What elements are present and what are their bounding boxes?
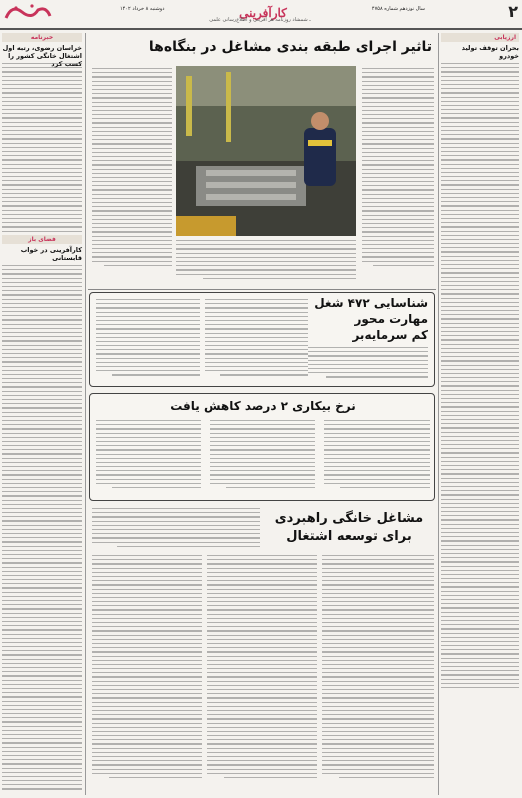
factory-worker-photo-icon bbox=[176, 66, 356, 236]
news-body-text bbox=[2, 63, 82, 253]
logo bbox=[2, 2, 54, 24]
home-jobs-body-col-middle bbox=[207, 555, 317, 795]
home-jobs-body-top-left bbox=[92, 508, 260, 552]
unemployment-body-col2 bbox=[210, 420, 315, 498]
page-number: ۲ bbox=[508, 2, 518, 21]
home-jobs-body-col-right bbox=[322, 555, 434, 795]
unemployment-body-col3 bbox=[324, 420, 430, 498]
jobs-body-middle bbox=[205, 299, 308, 383]
lead-divider bbox=[88, 289, 436, 290]
jobs-headline-line1: شناسایی ۴۷۲ شغل bbox=[314, 296, 428, 310]
news-headline: خراسان رضوی، رتبه اول اشتغال خانگی کشور را bbox=[2, 44, 82, 60]
lead-body-right-column bbox=[362, 68, 434, 286]
unemployment-story-box bbox=[89, 393, 435, 501]
opinion-section-label: فضای باز bbox=[2, 235, 82, 244]
masthead-rule bbox=[0, 28, 522, 30]
home-jobs-body-col-left bbox=[92, 555, 202, 795]
jobs-headline-line2: مهارت محور bbox=[354, 312, 428, 326]
lead-body-left-column bbox=[92, 68, 172, 286]
jobs-story-box bbox=[89, 292, 435, 387]
masthead bbox=[0, 0, 522, 32]
right-headline: بحران توقف تولید خودرو bbox=[461, 44, 519, 60]
lead-headline: تاثیر اجرای طبقه بندی مشاغل در بنگاه‌ها bbox=[148, 39, 432, 55]
right-column-rule bbox=[438, 33, 439, 795]
issue-line: سال نوزدهم شماره ۴۷۵۸ bbox=[371, 6, 425, 12]
lead-body-under-photo bbox=[176, 240, 356, 286]
jobs-body-left bbox=[96, 299, 200, 383]
jobs-headline-line3: کم سرمایه‌بر bbox=[352, 328, 428, 342]
unemployment-headline: نرخ بیکاری ۲ درصد کاهش یافت bbox=[170, 399, 356, 413]
date-line: دوشنبه ۸ خرداد ۱۴۰۲ bbox=[120, 6, 165, 12]
right-section-label: ارزیابی bbox=[441, 33, 519, 42]
home-jobs-headline-line1: مشاغل خانگی راهبردی bbox=[274, 511, 424, 526]
right-sidebar bbox=[441, 33, 519, 793]
home-jobs-headline-line2: برای توسعه اشتغال bbox=[286, 529, 412, 544]
tagline: ـ شمشاد روزنامه هر آفرینی و اطلاع‌رسانی علمی bbox=[209, 17, 311, 23]
sidebar-section-label: خبرنامه bbox=[2, 33, 82, 42]
unemployment-body-col1 bbox=[96, 420, 201, 498]
page-section-brand: کارآفرینی bbox=[239, 6, 287, 20]
lead-photo bbox=[176, 66, 356, 236]
jobs-body-right bbox=[308, 347, 428, 385]
left-sidebar bbox=[2, 33, 82, 793]
logo-mark-icon bbox=[2, 2, 54, 24]
opinion-body-text bbox=[2, 265, 82, 790]
left-column-rule bbox=[85, 33, 86, 795]
opinion-headline: کارآفرینی در خواب قابستانی bbox=[20, 246, 82, 262]
right-body-text bbox=[441, 63, 519, 791]
